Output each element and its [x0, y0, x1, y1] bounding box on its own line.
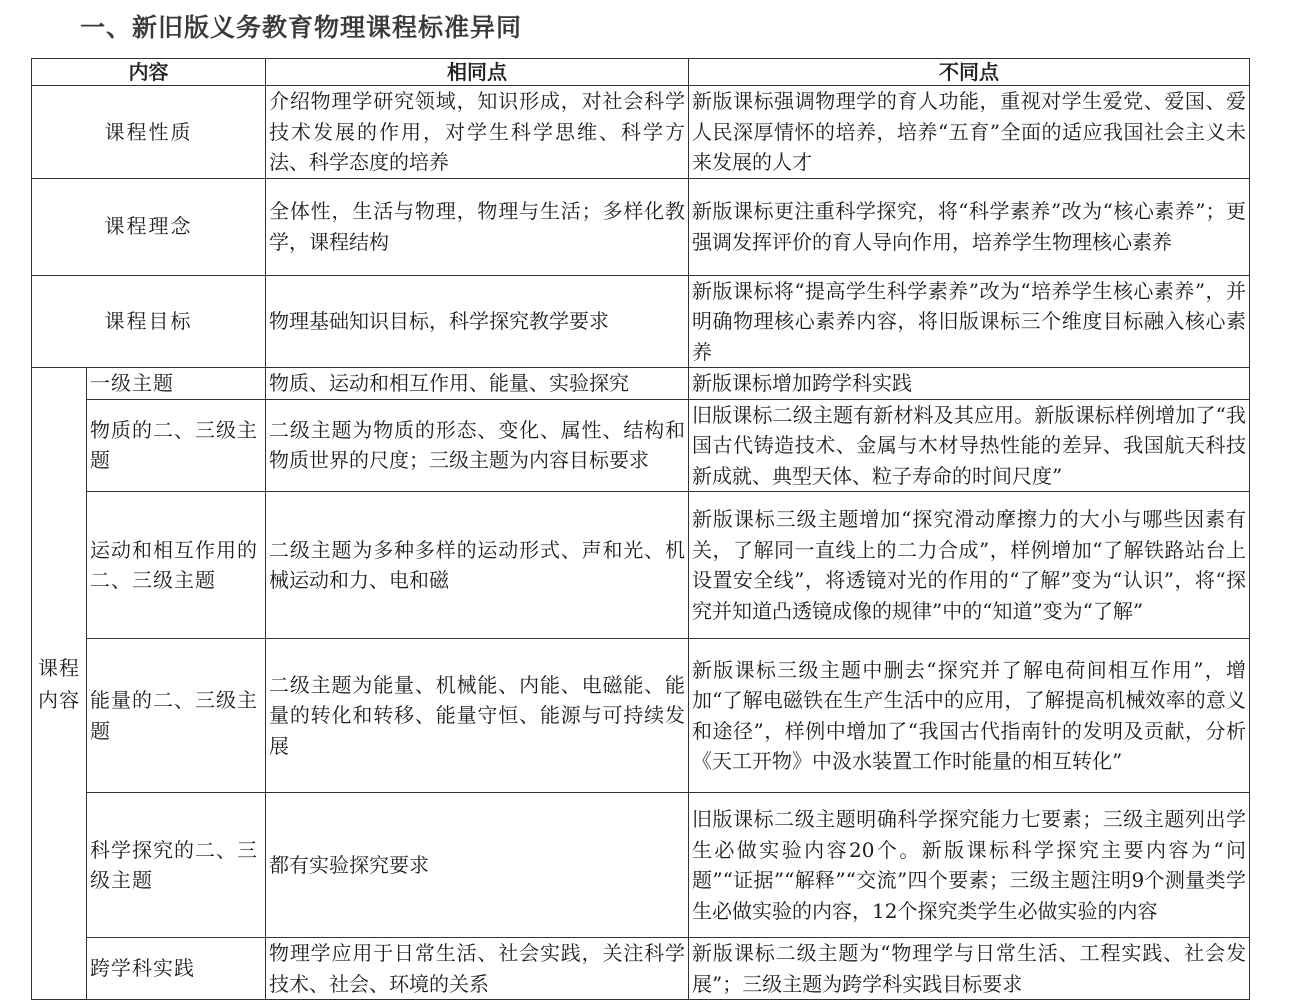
row-label: 课程性质 — [32, 86, 266, 179]
table-row — [32, 86, 1250, 179]
same-cell: 都有实验探究要求 — [266, 793, 689, 938]
header-diff: 不同点 — [689, 59, 1250, 86]
diff-cell: 新版课标二级主题为“物理学与日常生活、工程实践、社会发展”；三级主题为跨学科实践目标要求 — [689, 938, 1250, 1000]
header-content: 内容 — [32, 59, 266, 86]
diff-cell: 新版课标三级主题中删去“探究并了解电荷间相互作用”，增加“了解电磁铁在生产生活中的应用，了解提高机械效率的意义和途径”，样例中增加了“我国古代指南针的发明及贡献，分析《天工开物》中汲水装置工作时能量的相互转化” — [689, 639, 1250, 793]
table-row — [32, 399, 1250, 492]
same-cell: 物理基础知识目标，科学探究教学要求 — [266, 275, 689, 368]
table-row — [32, 275, 1250, 368]
header-same: 相同点 — [266, 59, 689, 86]
same-cell: 介绍物理学研究领域，知识形成，对社会科学技术发展的作用，对学生科学思维、科学方法、科学态度的培养 — [266, 86, 689, 179]
row-label: 课程目标 — [32, 275, 266, 368]
same-cell: 二级主题为能量、机械能、内能、电磁能、能量的转化和转移、能量守恒、能源与可持续发展 — [266, 639, 689, 793]
row-label: 一级主题 — [87, 368, 266, 400]
table-row — [32, 793, 1250, 938]
table-header-row — [32, 59, 1250, 86]
same-cell: 物质、运动和相互作用、能量、实验探究 — [266, 368, 689, 400]
row-label: 物质的二、三级主题 — [87, 399, 266, 492]
table-row — [32, 492, 1250, 639]
diff-cell: 新版课标强调物理学的育人功能，重视对学生爱党、爱国、爱人民深厚情怀的培养，培养“五育”全面的适应我国社会主义未来发展的人才 — [689, 86, 1250, 179]
same-cell: 物理学应用于日常生活、社会实践，关注科学技术、社会、环境的关系 — [266, 938, 689, 1000]
same-cell: 二级主题为多种多样的运动形式、声和光、机械运动和力、电和磁 — [266, 492, 689, 639]
diff-cell: 新版课标三级主题增加“探究滑动摩擦力的大小与哪些因素有关，了解同一直线上的二力合成”，样例增加“了解铁路站台上设置安全线”，将透镜对光的作用的“了解”变为“认识”，将“探究并知道凸透镜成像的规律”中的“知道”变为“了解” — [689, 492, 1250, 639]
table-row — [32, 368, 1250, 400]
diff-cell: 新版课标将“提高学生科学素养”改为“培养学生核心素养”，并明确物理核心素养内容，将旧版课标三个维度目标融入核心素养 — [689, 275, 1250, 368]
table-row — [32, 178, 1250, 275]
diff-cell: 新版课标更注重科学探究，将“科学素养”改为“核心素养”；更强调发挥评价的育人导向作用，培养学生物理核心素养 — [689, 178, 1250, 275]
row-label: 科学探究的二、三级主题 — [87, 793, 266, 938]
diff-cell: 旧版课标二级主题明确科学探究能力七要素；三级主题列出学生必做实验内容20个。新版课标科学探究主要内容为“问题”“证据”“解释”“交流”四个要素；三级主题注明9个测量类学生必做实验的内容，12个探究类学生必做实验的内容 — [689, 793, 1250, 938]
comparison-table — [31, 58, 1250, 1000]
diff-cell: 新版课标增加跨学科实践 — [689, 368, 1250, 400]
same-cell: 二级主题为物质的形态、变化、属性、结构和物质世界的尺度；三级主题为内容目标要求 — [266, 399, 689, 492]
page-title: 一、新旧版义务教育物理课程标准异同 — [80, 13, 523, 42]
group-label-course-content: 课程内容 — [32, 368, 87, 1000]
row-label: 运动和相互作用的二、三级主题 — [87, 492, 266, 639]
row-label: 能量的二、三级主题 — [87, 639, 266, 793]
table-row — [32, 938, 1250, 1000]
same-cell: 全体性，生活与物理，物理与生活；多样化教学，课程结构 — [266, 178, 689, 275]
row-label: 跨学科实践 — [87, 938, 266, 1000]
row-label: 课程理念 — [32, 178, 266, 275]
table-row — [32, 639, 1250, 793]
diff-cell: 旧版课标二级主题有新材料及其应用。新版课标样例增加了“我国古代铸造技术、金属与木材导热性能的差异、我国航天科技新成就、典型天体、粒子寿命的时间尺度” — [689, 399, 1250, 492]
